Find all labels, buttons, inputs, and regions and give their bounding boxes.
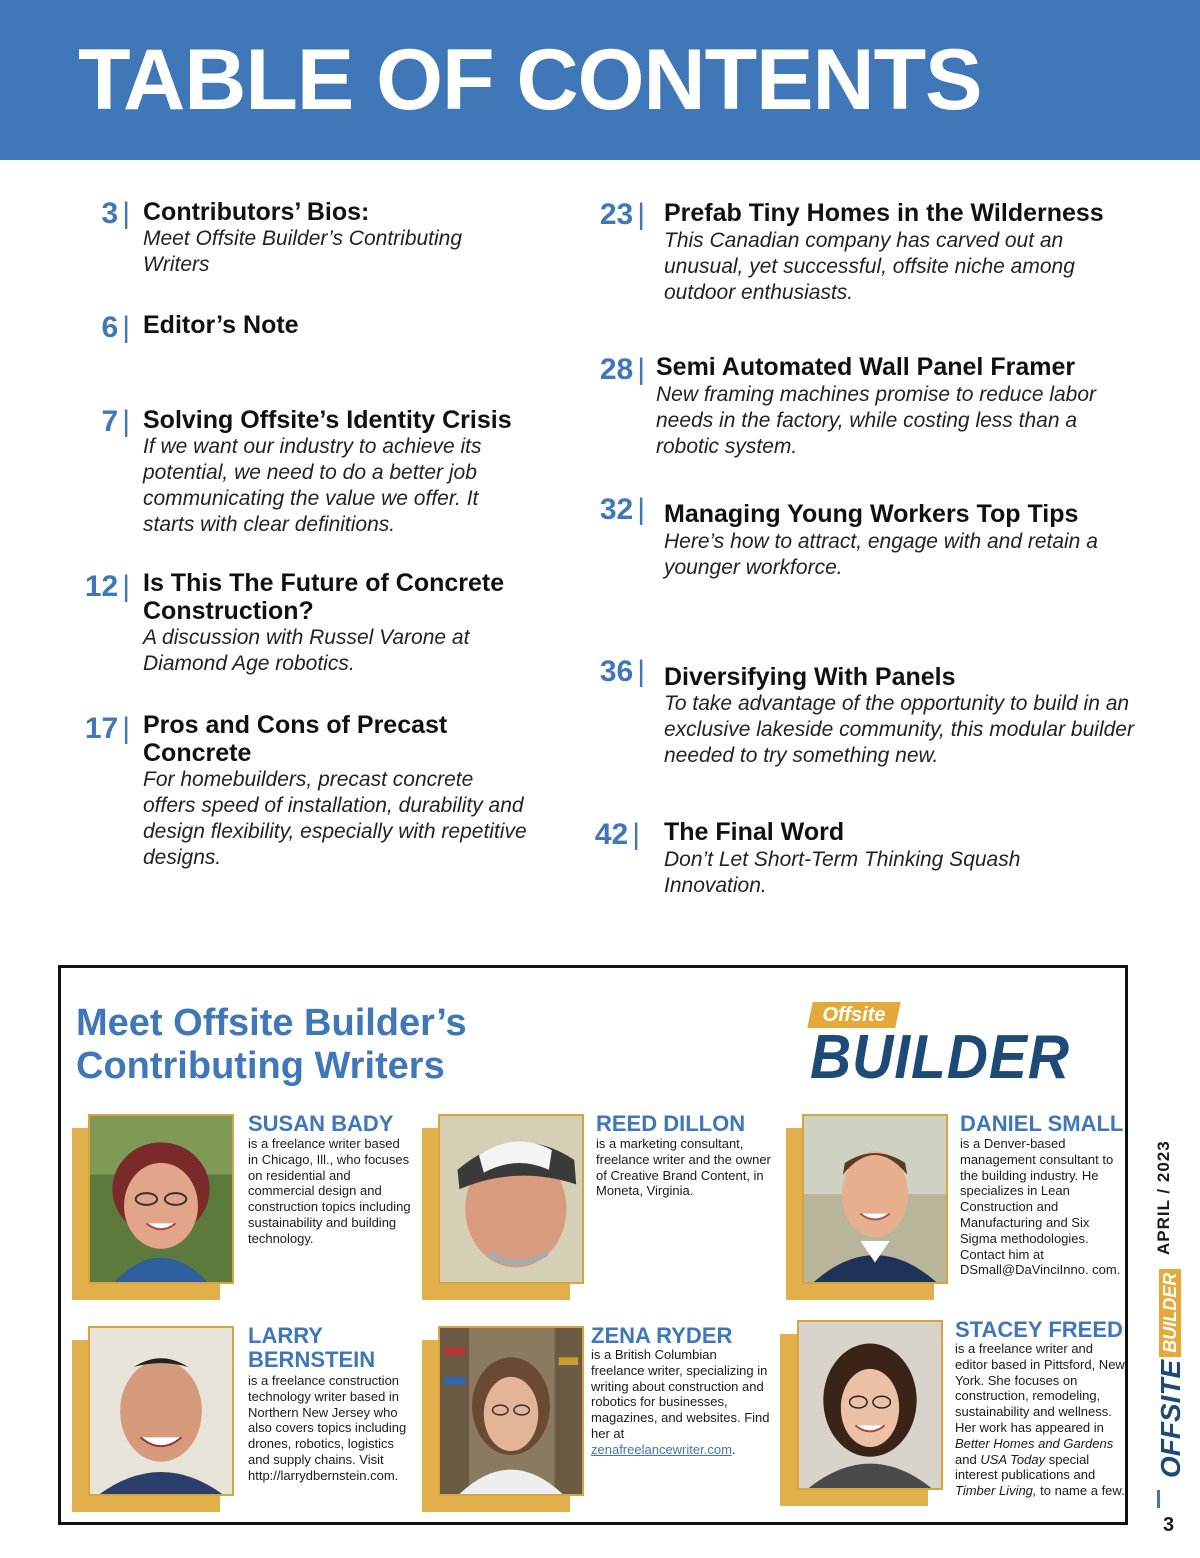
contributor-name: ZENA RYDER — [591, 1323, 733, 1348]
zena-website-link[interactable]: zenafreelancewriter.com — [591, 1441, 732, 1457]
toc-page-number: 42 | — [594, 818, 640, 851]
page-title: TABLE OF CONTENTS — [78, 32, 982, 128]
daniel-small-photo — [802, 1114, 948, 1284]
sidebar-logo: OFFSITEBUILDER — [1156, 1269, 1186, 1478]
contributor-bio: is a freelance construction technology writer based in Northern New Jersey who also covers topics including drones, robotics, logistics and supply chains. Visit http://larrydbernstein.com. — [248, 1373, 407, 1483]
toc-page-number: 12 | — [84, 570, 130, 603]
toc-title: Is This The Future of Concrete Construction? — [143, 569, 505, 625]
toc-title: Diversifying With Panels — [664, 663, 956, 691]
toc-title: Prefab Tiny Homes in the Wilderness — [664, 199, 1104, 227]
toc-page-number: 3 | — [101, 197, 130, 230]
contributor-bio: is a freelance writer and editor based in Pittsford, New York. She focuses on construction, remodeling, sustainability and wellness. Her work has appeared in Better Homes and Gardens and USA Today special interest publications and Timber Living, to name a few. — [955, 1341, 1125, 1499]
toc-description: New framing machines promise to reduce labor needs in the factory, while costing less than a robotic system. — [656, 383, 1097, 458]
header-banner — [0, 0, 1200, 160]
toc-description: Meet Offsite Builder’s Contributing Writers — [143, 227, 463, 276]
toc-title: Contributors’ Bios: — [143, 198, 370, 226]
toc-page-number: 7 | — [101, 405, 130, 438]
sidebar-rule — [1157, 1490, 1160, 1508]
toc-title: Managing Young Workers Top Tips — [664, 500, 1079, 528]
toc-description: This Canadian company has carved out an unusual, yet successful, offsite niche among outdoor enthusiasts. — [664, 229, 1075, 304]
contributor-name: STACEY FREED — [955, 1317, 1123, 1342]
toc-title: Pros and Cons of Precast Concrete — [143, 711, 448, 767]
toc-description: Don’t Let Short-Term Thinking Squash Innovation. — [664, 848, 1021, 897]
toc-page-number: 32 | — [599, 493, 645, 526]
toc-title: Semi Automated Wall Panel Framer — [656, 353, 1076, 381]
page-number: 3 — [1163, 1514, 1175, 1536]
issue-date: APRIL / 2023 — [1154, 1140, 1173, 1255]
toc-title: Editor’s Note — [143, 311, 299, 339]
offsite-builder-logo-tag: Offsite — [807, 1002, 901, 1028]
stacey-freed-photo — [797, 1320, 943, 1490]
toc-description: A discussion with Russel Varone at Diamond Age robotics. — [143, 626, 470, 675]
toc-page-number: 17 | — [84, 712, 130, 745]
contributor-bio: is a Denver-based management consultant to the building industry. He specializes in Lean Construction and Manufacturing and Six Sigma methodologies. Contact him at DSmall@DaVinciInno. com. — [960, 1136, 1121, 1278]
contributors-heading: Meet Offsite Builder’s Contributing Writers — [76, 1002, 467, 1087]
toc-description: To take advantage of the opportunity to build in an exclusive lakeside community, this modular builder needed to try something new. — [664, 692, 1134, 767]
toc-description: If we want our industry to achieve its potential, we need to do a better job communicating the value we offer. It starts with clear definitions. — [143, 435, 482, 536]
contributor-bio: is a British Columbian freelance writer, specializing in writing about construction and robotics for businesses, magazines, and websites. Find her at zenafreelancewriter.com. — [591, 1347, 770, 1457]
contributor-name: SUSAN BADY — [248, 1111, 394, 1136]
toc-title: The Final Word — [664, 818, 845, 846]
offsite-builder-logo: BUILDER — [810, 1023, 1070, 1092]
contributor-name: DANIEL SMALL — [960, 1111, 1124, 1136]
toc-page-number: 23 | — [599, 198, 645, 231]
zena-ryder-photo — [438, 1326, 584, 1496]
toc-page-number: 36 | — [599, 655, 645, 688]
toc-description: For homebuilders, precast concrete offers speed of installation, durability and design flexibility, especially with repetitive designs. — [143, 768, 527, 869]
reed-dillon-photo — [438, 1114, 584, 1284]
toc-description: Here’s how to attract, engage with and retain a younger workforce. — [664, 530, 1098, 579]
susan-bady-photo — [88, 1114, 234, 1284]
contributor-name: REED DILLON — [596, 1111, 746, 1136]
contributor-bio: is a marketing consultant, freelance writer and the owner of Creative Brand Content, in Moneta, Virginia. — [596, 1136, 771, 1199]
contributor-bio: is a freelance writer based in Chicago, Ill., who focuses on residential and commercial design and construction topics including sustainability and building technology. — [248, 1136, 411, 1246]
toc-page-number: 28 | — [599, 353, 645, 386]
toc-title: Solving Offsite’s Identity Crisis — [143, 406, 512, 434]
contributor-name: LARRY BERNSTEIN — [248, 1323, 376, 1372]
larry-bernstein-photo — [88, 1326, 234, 1496]
toc-page-number: 6 | — [101, 311, 130, 344]
